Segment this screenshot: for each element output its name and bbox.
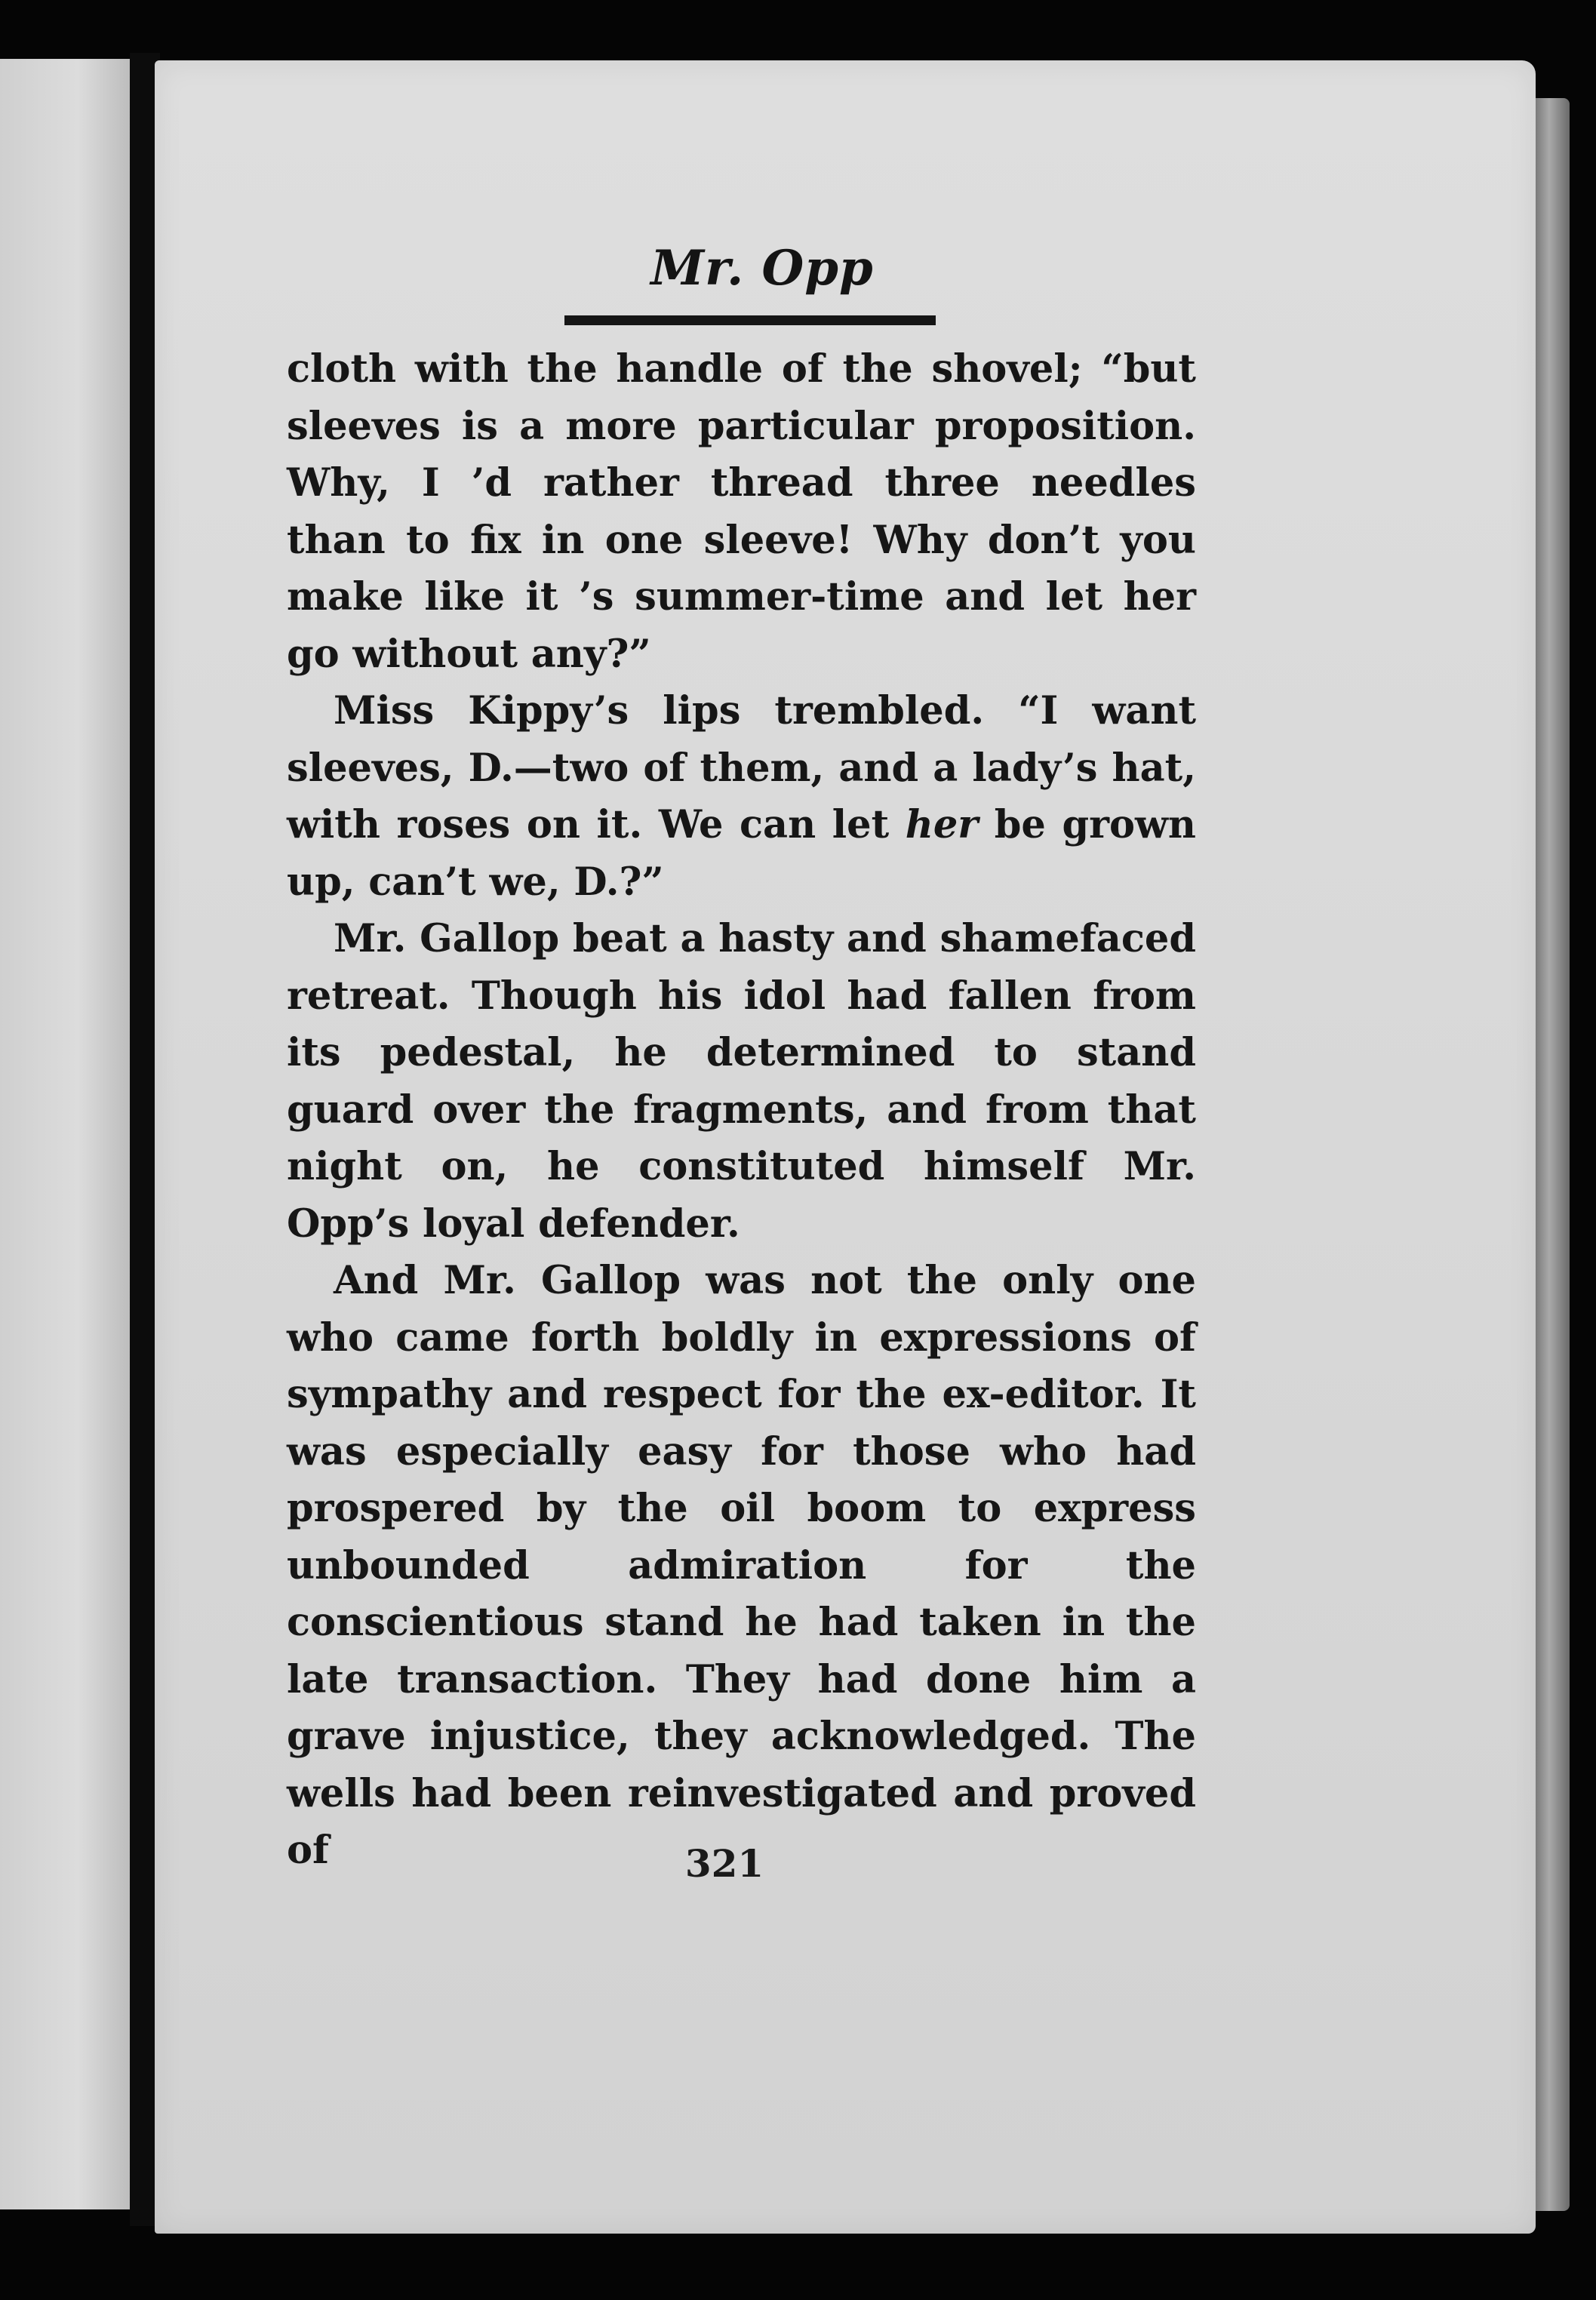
facing-page-edge <box>0 59 130 2209</box>
body-text <box>287 341 1196 1880</box>
paragraph-3: Mr. Gallop beat a hasty and shamefaced retreat. Though his idol had fallen from its pedestal, he determined to stand guard over the fragments, and from that night on, he constituted himself Mr. Opp’s loyal defender. <box>287 916 1196 1247</box>
paragraph-2-part-1: Miss Kippy’s lips trembled. “I want sleeves, D.—two of them, and a lady’s hat, with roses on it. We can let <box>287 688 1196 847</box>
running-head: Mr. Opp <box>650 240 874 297</box>
page-stack-edge <box>1536 98 1570 2211</box>
header-rule <box>564 315 936 325</box>
emphasis-her: her <box>905 802 979 847</box>
page-number: 321 <box>684 1841 764 1886</box>
paragraph-1: cloth with the handle of the shovel; “but sleeves is a more particular proposition. Why, I ’d rather thread three needles than to fix in one sleeve! Why don’t you make like it ’s summer-time and let her go without any?” <box>287 346 1196 677</box>
paragraph-2-part-2: be grown up, can’t we, D.?” <box>287 802 1196 905</box>
paragraph-2 <box>287 683 1196 911</box>
paragraph-4: And Mr. Gallop was not the only one who came forth boldly in expressions of sympathy and respect for the ex-editor. It was especially easy for those who had prospered by the oil boom to express unbounded admiration for the conscientious stand he had taken in the late transaction. They had done him a grave injustice, they acknowledged. The wells had been reinvestigated and proved of <box>287 1258 1196 1873</box>
